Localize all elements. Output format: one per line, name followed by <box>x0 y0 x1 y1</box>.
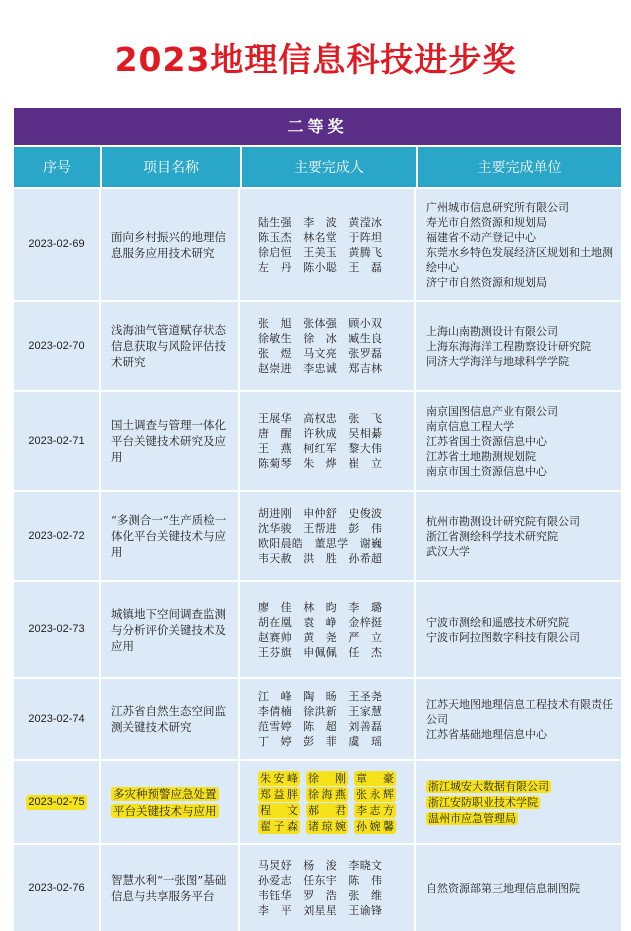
contributor-line: 范雪婷 陈 超 刘善磊 <box>258 720 383 733</box>
unit-name: 温州市应急管理局 <box>428 811 516 825</box>
contributor-line: 沈华骏 王帮进 彭 伟 <box>258 522 383 535</box>
unit-name: 福建省不动产登记中心 <box>426 230 536 244</box>
contributor-line: 孙爱志 任东宇 陈 伟 <box>258 874 383 887</box>
cell-contributors <box>240 492 416 580</box>
cell-project-name <box>101 761 240 843</box>
unit-name: 同济大学海洋与地球科学学院 <box>426 354 569 368</box>
contributor-line: 陆生强 李 波 黄滢冰 <box>258 215 383 229</box>
cell-units <box>416 492 621 580</box>
contributor-name: 张永辉 <box>356 787 394 801</box>
serial-number: 2023-02-70 <box>28 339 85 352</box>
unit-name: 寿光市自然资源和规划局 <box>426 215 547 229</box>
cell-units <box>416 679 621 759</box>
unit-name: 浙江安防职业技术学院 <box>428 795 538 809</box>
contributor-line: 廖 佳 林 昀 李 璐 <box>258 600 383 614</box>
unit-name: 上海山南勘测设计有限公司 <box>426 324 558 338</box>
cell-units <box>416 392 621 490</box>
table-row <box>14 490 621 580</box>
contributor-line: 赵崇进 李忠诚 郑吉林 <box>258 362 383 375</box>
contributor-line: 马炅妤 杨 浚 李晓文 <box>258 859 383 872</box>
serial-number: 2023-02-76 <box>28 881 85 894</box>
table-row <box>14 300 621 390</box>
contributor-line: 赵赛帅 黄 尧 严 立 <box>258 630 383 644</box>
project-name: “多测合一”生产质检一体化平台关键技术与应用 <box>111 513 227 559</box>
serial-number: 2023-02-71 <box>28 434 85 447</box>
award-table <box>14 108 621 931</box>
contributor-name: 翟子森 <box>260 819 298 833</box>
contributor-line: 陈玉杰 林名堂 于阵坦 <box>258 230 383 244</box>
table-row <box>14 759 621 843</box>
unit-name: 南京国图信息产业有限公司 <box>426 404 558 418</box>
cell-serial <box>14 845 101 931</box>
unit-name: 江苏天地图地理信息工程技术有限责任公司 <box>426 697 613 726</box>
contributor-line: 李倩楠 徐洪新 王家慧 <box>258 705 383 718</box>
contributor-line: 韦钰华 罗 浩 张 维 <box>258 889 383 902</box>
table-row <box>14 187 621 300</box>
contributor-name: 郝 君 <box>308 803 346 817</box>
cell-contributors <box>240 582 416 677</box>
contributor-name: 郑益胖 <box>260 787 298 801</box>
contributor-line: 胡在凰 袁 峥 金梓挺 <box>258 615 383 629</box>
contributor-line: 欧阳晨皓 董思学 谢巍 <box>258 537 383 550</box>
table-row <box>14 677 621 759</box>
cell-units <box>416 761 621 843</box>
cell-units <box>416 302 621 390</box>
contributor-line: 江 峰 陶 旸 王圣尧 <box>258 690 383 703</box>
project-name: 国土调查与管理一体化平台关键技术研究及应用 <box>111 418 226 464</box>
table-row <box>14 390 621 490</box>
contributor-line: 丁 婷 彭 菲 虞 瑶 <box>258 735 383 748</box>
serial-number: 2023-02-72 <box>28 529 85 542</box>
cell-project-name <box>101 392 240 490</box>
unit-name: 浙江省测绘科学技术研究院 <box>426 529 558 543</box>
header-main-units: 主要完成单位 <box>477 160 562 176</box>
contributor-line: 陈菊琴 朱 烨 崔 立 <box>258 457 383 470</box>
cell-project-name <box>101 189 240 300</box>
serial-number: 2023-02-75 <box>28 795 85 808</box>
table-row <box>14 843 621 931</box>
contributor-name: 李志方 <box>356 803 394 817</box>
cell-contributors <box>240 189 416 300</box>
unit-name: 浙江城安大数据有限公司 <box>428 779 549 793</box>
page-title: 2023地理信息科技进步奖 <box>114 40 517 79</box>
unit-name: 自然资源部第三地理信息制图院 <box>426 881 580 895</box>
project-name: 智慧水利“一张图”基础信息与共享服务平台 <box>111 873 227 903</box>
cell-serial <box>14 761 101 843</box>
unit-name: 上海东海海洋工程勘察设计研究院 <box>426 339 591 353</box>
contributor-name: 徐海燕 <box>308 787 346 801</box>
unit-name: 杭州市勘测设计研究院有限公司 <box>426 514 580 528</box>
contributor-line: 韦天赦 洪 胜 孙希超 <box>258 552 383 565</box>
project-name: 浅海油气管道赋存状态信息获取与风险评估技术研究 <box>111 323 226 369</box>
unit-name: 南京信息工程大学 <box>426 419 514 433</box>
contributor-line: 左 丹 陈小聪 王 磊 <box>258 260 383 274</box>
header-main-contributors: 主要完成人 <box>242 147 418 187</box>
unit-name: 江苏省基础地理信息中心 <box>426 727 547 741</box>
cell-contributors <box>240 392 416 490</box>
header-project-name: 项目名称 <box>102 147 242 187</box>
unit-name: 武汉大学 <box>426 544 470 558</box>
contributor-name: 徐 刚 <box>308 771 346 785</box>
contributor-name: 章 豪 <box>356 771 394 785</box>
cell-serial <box>14 492 101 580</box>
contributor-name: 程 文 <box>260 803 298 817</box>
serial-number: 2023-02-74 <box>28 712 85 725</box>
project-name-line: 多灾种预警应急处置 <box>113 786 217 801</box>
contributor-line: 唐 醒 许秋成 吴相綦 <box>258 427 383 440</box>
contributor-line: 李 平 刘星星 王谕锋 <box>258 904 383 917</box>
project-name: 城镇地下空间调查监测与分析评价关键技术及应用 <box>111 606 226 653</box>
unit-name: 南京市国土资源信息中心 <box>426 464 547 478</box>
project-name: 江苏省自然生态空间监测关键技术研究 <box>111 704 226 734</box>
cell-contributors <box>240 302 416 390</box>
unit-name: 东莞水乡特色发展经济区规划和土地测绘中心 <box>426 245 613 274</box>
contributor-name: 孙婉馨 <box>356 819 394 833</box>
cell-project-name <box>101 302 240 390</box>
cell-units <box>416 845 621 931</box>
unit-name: 宁波市阿拉图数字科技有限公司 <box>426 630 580 644</box>
table-body <box>14 187 621 931</box>
unit-name: 宁波市测绘和遥感技术研究院 <box>426 615 569 629</box>
serial-number: 2023-02-73 <box>28 623 85 635</box>
cell-project-name <box>101 582 240 677</box>
table-row <box>14 580 621 677</box>
contributor-line: 王芬旗 申佩佩 任 杰 <box>258 645 383 659</box>
cell-serial <box>14 582 101 677</box>
project-name-line: 平台关键技术与应用 <box>113 803 217 818</box>
unit-name: 济宁市自然资源和规划局 <box>426 275 547 289</box>
cell-contributors <box>240 761 416 843</box>
cell-project-name <box>101 492 240 580</box>
cell-project-name <box>101 679 240 759</box>
cell-project-name <box>101 845 240 931</box>
cell-contributors <box>240 679 416 759</box>
table-header <box>14 145 621 187</box>
cell-contributors <box>240 845 416 931</box>
serial-number: 2023-02-69 <box>28 238 85 250</box>
cell-serial <box>14 679 101 759</box>
contributor-line: 王 燕 柯红军 黎大伟 <box>258 442 383 455</box>
unit-name: 江苏省土地勘测规划院 <box>426 449 536 463</box>
contributor-line: 张 旭 张体强 顾小双 <box>258 317 383 330</box>
cell-units <box>416 582 621 677</box>
contributor-name: 朱安峰 <box>260 771 298 785</box>
cell-serial <box>14 392 101 490</box>
cell-serial <box>14 189 101 300</box>
contributor-line: 王展华 高权忠 张 飞 <box>258 412 383 425</box>
project-name: 面向乡村振兴的地理信息服务应用技术研究 <box>111 229 226 260</box>
grade-banner: 二等奖 <box>14 108 621 145</box>
contributor-line: 徐启恒 王美玉 黄腾飞 <box>258 245 383 259</box>
contributor-line: 胡进刚 申仲舒 史俊波 <box>258 507 383 520</box>
header-serial: 序号 <box>14 147 102 187</box>
cell-units <box>416 189 621 300</box>
unit-name: 江苏省国土资源信息中心 <box>426 434 547 448</box>
contributor-name: 诸琼婉 <box>308 819 346 833</box>
contributor-line: 张 煜 马文亮 张罗磊 <box>258 347 383 360</box>
contributor-line: 徐敏生 徐 冰 臧生良 <box>258 332 383 345</box>
unit-name: 广州城市信息研究所有限公司 <box>426 200 569 214</box>
cell-serial <box>14 302 101 390</box>
